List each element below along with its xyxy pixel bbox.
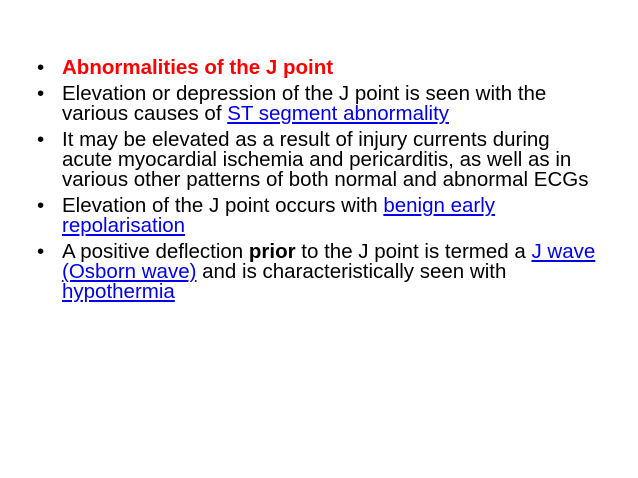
bullet-text: and is characteristically seen with [196, 260, 507, 283]
bullet-list [0, 58, 638, 308]
bullet-dot: • [37, 56, 45, 79]
bullet-text: to the J point is termed a [295, 240, 532, 263]
section-heading: Abnormalities of the J point [62, 56, 334, 79]
bullet-item-injury-currents [0, 130, 638, 190]
bullet-dot: • [37, 82, 45, 105]
bold-word: prior [248, 240, 296, 263]
bullet-item-benign-early [0, 196, 638, 236]
st-segment-abnormality-link[interactable]: ST segment abnormality [227, 102, 450, 125]
bullet-text: A positive deflection [62, 240, 249, 263]
hypothermia-link[interactable]: hypothermia [62, 280, 175, 303]
bullet-item-heading [0, 58, 638, 78]
bullet-text: Elevation of the J point occurs with [62, 194, 384, 217]
bullet-dot: • [37, 194, 45, 217]
j-wave-osborn-link[interactable]: J wave (Osborn wave) [62, 240, 596, 283]
bullet-text: It may be elevated as a result of injury currents during acute myocardial ischemia and pericarditis, as well as in various other patterns of both normal and abnormal ECGs [62, 128, 589, 191]
bullet-dot: • [37, 128, 45, 151]
benign-early-repolarisation-link[interactable]: benign early repolarisation [62, 194, 496, 237]
bullet-text: Elevation or depression of the J point is seen with the various causes of [62, 82, 547, 125]
bullet-item-j-wave [0, 242, 638, 302]
bullet-dot: • [37, 240, 45, 263]
bullet-item-elevation-depression [0, 84, 638, 124]
